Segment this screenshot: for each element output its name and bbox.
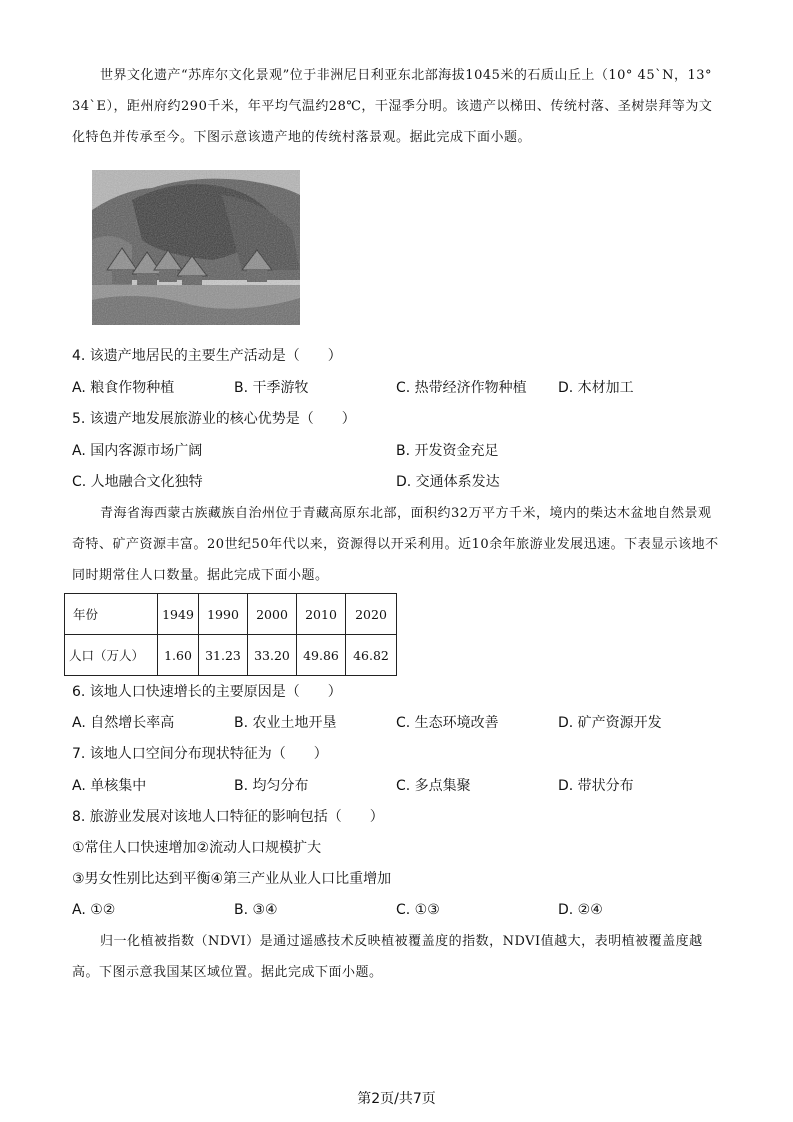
q7-option-a[interactable]: A. 单核集中 (72, 778, 147, 794)
q8-option-d[interactable]: D. ②④ (558, 902, 603, 918)
table-cell-year: 2000 (248, 594, 297, 635)
q8-statement-2: ③男女性别比达到平衡④第三产业从业人口比重增加 (72, 871, 392, 887)
q7-option-b[interactable]: B. 均匀分布 (234, 778, 309, 794)
table-header-year: 年份 (65, 594, 158, 635)
table-cell-population: 1.60 (158, 635, 199, 676)
population-table (64, 593, 397, 676)
q6-option-d[interactable]: D. 矿产资源开发 (558, 715, 662, 731)
intro-paragraph-haixi: 青海省海西蒙古族藏族自治州位于青藏高原东北部，面积约32万平方千米，境内的柴达木盆地自然景观奇特、矿产资源丰富。20世纪50年代以来，资源得以开采利用。近10余年旅游业发展迅速。下表显示该地不同时期常住人口数量。据此完成下面小题。 (72, 506, 719, 583)
intro-paragraph-ndvi: 归一化植被指数（NDVI）是通过遥感技术反映植被覆盖度的指数，NDVI值越大，表明植被覆盖度越高。下图示意我国某区域位置。据此完成下面小题。 (72, 934, 703, 980)
table-cell-population: 33.20 (248, 635, 297, 676)
q5-option-b[interactable]: B. 开发资金充足 (396, 443, 499, 459)
q4-option-b[interactable]: B. 干季游牧 (234, 380, 309, 396)
q6-option-b[interactable]: B. 农业土地开垦 (234, 715, 337, 731)
q4-option-d[interactable]: D. 木材加工 (558, 380, 634, 396)
q5-option-c[interactable]: C. 人地融合文化独特 (72, 474, 203, 490)
village-landscape-photo (92, 170, 300, 325)
table-cell-year: 2020 (346, 594, 397, 635)
page-number-footer: 第2页/共7页 (357, 1091, 436, 1107)
question-5-stem: 5. 该遗产地发展旅游业的核心优势是（ ） (72, 411, 356, 427)
question-8-stem: 8. 旅游业发展对该地人口特征的影响包括（ ） (72, 809, 384, 825)
q4-option-c[interactable]: C. 热带经济作物种植 (396, 380, 527, 396)
q8-option-b[interactable]: B. ③④ (234, 902, 278, 918)
village-landscape-image (92, 170, 300, 325)
table-cell-population: 49.86 (297, 635, 346, 676)
question-6-stem: 6. 该地人口快速增长的主要原因是（ ） (72, 684, 342, 700)
question-4-stem: 4. 该遗产地居民的主要生产活动是（ ） (72, 348, 342, 364)
q4-option-a[interactable]: A. 粮食作物种植 (72, 380, 175, 396)
table-row-population (65, 635, 397, 676)
table-cell-population: 31.23 (199, 635, 248, 676)
q8-option-c[interactable]: C. ①③ (396, 902, 440, 918)
question-7-stem: 7. 该地人口空间分布现状特征为（ ） (72, 746, 328, 762)
q7-option-c[interactable]: C. 多点集聚 (396, 778, 471, 794)
q6-option-a[interactable]: A. 自然增长率高 (72, 715, 175, 731)
table-cell-year: 2010 (297, 594, 346, 635)
q7-option-d[interactable]: D. 带状分布 (558, 778, 634, 794)
q5-option-d[interactable]: D. 交通体系发达 (396, 474, 500, 490)
q6-option-c[interactable]: C. 生态环境改善 (396, 715, 499, 731)
q5-option-a[interactable]: A. 国内客源市场广阔 (72, 443, 203, 459)
q8-statement-1: ①常住人口快速增加②流动人口规模扩大 (72, 840, 322, 856)
table-cell-year: 1949 (158, 594, 199, 635)
table-header-population: 人口（万人） (65, 635, 158, 676)
intro-paragraph-sukur: 世界文化遗产“苏库尔文化景观”位于非洲尼日利亚东北部海拔1045米的石质山丘上（10° 45`N，13° 34`E），距州府约290千米，年平均气温约28℃，干湿季分明。该遗产以梯田、传统村落、圣树崇拜等为文化特色并传承至今。下图示意该遗产地的传统村落景观。据此完成下面小题。 (72, 68, 713, 145)
table-cell-year: 1990 (199, 594, 248, 635)
q8-option-a[interactable]: A. ①② (72, 902, 116, 918)
table-cell-population: 46.82 (346, 635, 397, 676)
table-row-year (65, 594, 397, 635)
